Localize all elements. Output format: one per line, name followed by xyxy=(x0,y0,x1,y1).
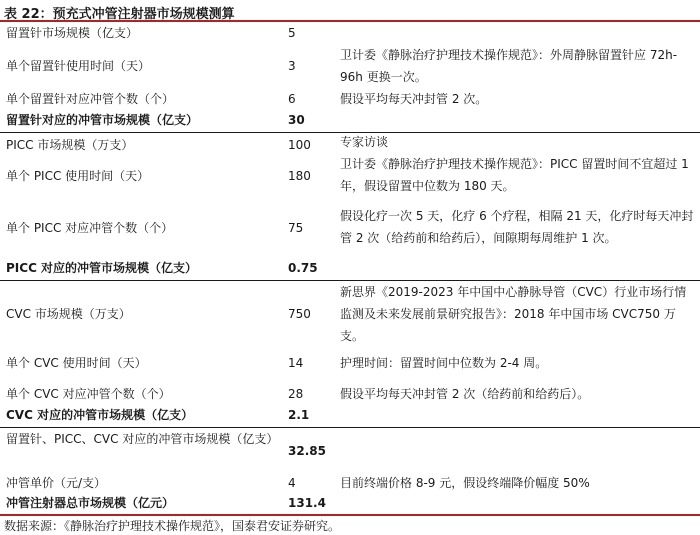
row-label: CVC 市场规模（万支） xyxy=(6,307,131,321)
row-label: 单个留置针使用时间（天） xyxy=(6,59,151,73)
row-label: PICC 市场规模（万支） xyxy=(6,138,134,152)
row-note: 目前终端价格 8-9 元，假设终端降价幅度 50% xyxy=(340,476,590,490)
row-label: 单个 CVC 对应冲管个数（个） xyxy=(6,387,171,401)
row-label-subtotal: 留置针对应的冲管市场规模（亿支） xyxy=(6,113,199,127)
row-label-subtotal: CVC 对应的冲管市场规模（亿支） xyxy=(6,408,194,422)
row-note: 假设平均每天冲封管 2 次。 xyxy=(340,92,488,106)
row-value-subtotal: 0.75 xyxy=(288,261,318,275)
row-label-subtotal: PICC 对应的冲管市场规模（亿支） xyxy=(6,261,198,275)
divider xyxy=(0,427,700,428)
row-note: 专家访谈 xyxy=(340,135,389,149)
row-note: 卫计委《静脉治疗护理技术操作规范》：PICC 留置时间不宜超过 1 年，假设留置中位数为 180 天。 xyxy=(340,157,689,193)
row-label: 冲管单价（元/支） xyxy=(6,476,107,490)
row-value: 75 xyxy=(288,221,304,235)
row-value-grand-total: 131.4 xyxy=(288,496,326,510)
row-label: 单个 PICC 使用时间（天） xyxy=(6,169,150,183)
row-note: 新思界《2019-2023 年中国中心静脉导管（CVC）行业市场行情监测及未来发展前景研究报告》：2018 年中国市场 CVC750 万支。 xyxy=(340,285,687,343)
row-note: 假设化疗一次 5 天，化疗 6 个疗程，相隔 21 天，化疗时每天冲封管 2 次（给药前和给药后），间隙期每周维护 1 次。 xyxy=(340,209,694,245)
row-note: 护理时间：留置时间中位数为 2-4 周。 xyxy=(340,356,548,370)
bottom-rule xyxy=(0,514,700,516)
row-value: 100 xyxy=(288,138,311,152)
row-value: 28 xyxy=(288,387,304,401)
row-value: 3 xyxy=(288,59,296,73)
row-label: 留置针、PICC、CVC 对应的冲管市场规模（亿支） xyxy=(6,432,279,446)
row-note: 假设平均每天冲封管 2 次（给药前和给药后）。 xyxy=(340,387,590,401)
table-title: 表 22：预充式冲管注射器市场规模测算 xyxy=(4,7,235,22)
row-value: 5 xyxy=(288,26,296,40)
row-note: 卫计委《静脉治疗护理技术操作规范》：外周静脉留置针应 72h-96h 更换一次。 xyxy=(340,48,678,84)
source-note: 数据来源：《静脉治疗护理技术操作规范》，国泰君安证券研究。 xyxy=(4,519,341,533)
row-label-grand-total: 冲管注射器总市场规模（亿元） xyxy=(6,496,175,510)
row-label: 单个 PICC 对应冲管个数（个） xyxy=(6,221,174,235)
row-value: 180 xyxy=(288,169,311,183)
row-value: 4 xyxy=(288,476,296,490)
row-value-subtotal: 2.1 xyxy=(288,408,310,422)
row-value-total: 32.85 xyxy=(288,444,326,458)
row-value: 6 xyxy=(288,92,296,106)
row-value: 750 xyxy=(288,307,311,321)
row-value: 14 xyxy=(288,356,304,370)
row-label: 单个留置针对应冲管个数（个） xyxy=(6,92,175,106)
row-label: 单个 CVC 使用时间（天） xyxy=(6,356,147,370)
row-label: 留置针市场规模（亿支） xyxy=(6,26,139,40)
row-value-subtotal: 30 xyxy=(288,113,305,127)
